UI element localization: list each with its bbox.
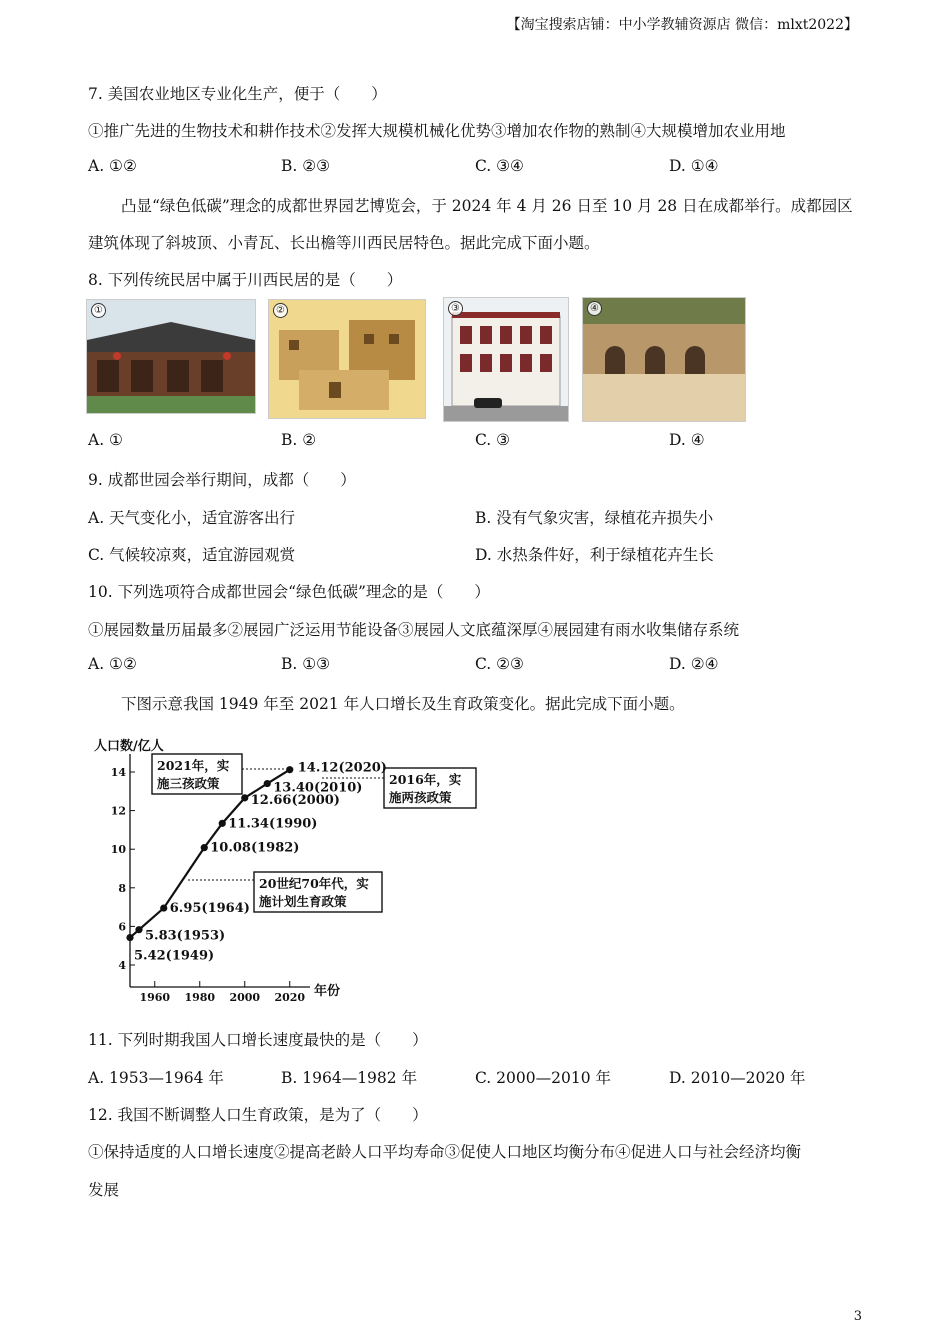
q8-option-d[interactable]: D. ④ xyxy=(669,431,705,449)
q10-option-b[interactable]: B. ①③ xyxy=(281,655,331,673)
q8-option-b[interactable]: B. ② xyxy=(281,431,317,449)
q7-option-d[interactable]: D. ①④ xyxy=(669,157,719,175)
annotation-text: 施三孩政策 xyxy=(157,776,220,791)
y-tick-label: 6 xyxy=(118,920,126,934)
q10-option-a[interactable]: A. ①② xyxy=(88,655,137,673)
y-tick-label: 8 xyxy=(118,881,126,895)
data-point xyxy=(135,926,142,933)
q7-option-c[interactable]: C. ③④ xyxy=(475,157,524,175)
q9-option-a[interactable]: A. 天气变化小，适宜游客出行 xyxy=(88,509,296,527)
data-label: 6.95(1964) xyxy=(169,901,250,917)
q9-option-b[interactable]: B. 没有气象灾害，绿植花卉损失小 xyxy=(475,509,714,527)
y-axis-label: 人口数/亿人 xyxy=(94,739,164,754)
q9-stem: 9. 成都世园会举行期间，成都（ ） xyxy=(88,471,356,489)
data-point xyxy=(264,780,271,787)
annotation-text: 施两孩政策 xyxy=(389,790,452,805)
arcade-building-photo-icon xyxy=(444,298,568,421)
x-tick-label: 2000 xyxy=(229,991,261,1004)
annotation-text: 20世纪70年代，实 xyxy=(259,876,369,891)
q7-option-b[interactable]: B. ②③ xyxy=(281,157,331,175)
data-label: 11.34(1990) xyxy=(228,816,318,832)
q10-items: ①展园数量历届最多②展园广泛运用节能设备③展园人文底蕴深厚④展园建有雨水收集储存系统 xyxy=(88,621,740,639)
population-growth-chart xyxy=(82,732,482,1004)
q12-items-line1: ①保持适度的人口增长速度②提高老龄人口平均寿命③促使人口地区均衡分布④促进人口与社会经济均衡 xyxy=(88,1143,802,1161)
q12-stem: 12. 我国不断调整人口生育政策，是为了（ ） xyxy=(88,1106,428,1124)
page-header-watermark: 【淘宝搜索店铺：中小学教辅资源店 微信：mlxt2022】 xyxy=(506,17,858,33)
q10-option-d[interactable]: D. ②④ xyxy=(669,655,719,673)
data-label: 10.08(1982) xyxy=(210,840,300,856)
data-point xyxy=(219,820,226,827)
data-point xyxy=(160,904,167,911)
q11-stem: 11. 下列时期我国人口增长速度最快的是（ ） xyxy=(88,1031,428,1049)
q10-stem: 10. 下列选项符合成都世园会“绿色低碳”理念的是（ ） xyxy=(88,583,490,601)
x-tick-label: 1960 xyxy=(139,991,171,1004)
q7-option-a[interactable]: A. ①② xyxy=(88,157,137,175)
photo-1-number: ① xyxy=(91,303,106,318)
wooden-courtyard-house-photo-icon xyxy=(87,300,255,413)
q11-option-a[interactable]: A. 1953—1964 年 xyxy=(88,1069,224,1087)
data-label: 5.83(1953) xyxy=(145,928,226,944)
page-number: 3 xyxy=(853,1309,862,1324)
photo-2 xyxy=(268,299,426,419)
photo-3-number: ③ xyxy=(448,301,463,316)
q12-items-line2: 发展 xyxy=(88,1181,120,1199)
data-point xyxy=(201,844,208,851)
y-tick-label: 14 xyxy=(110,766,126,779)
photo-3 xyxy=(443,297,569,422)
adobe-flat-roof-house-photo-icon xyxy=(269,300,425,418)
annotation-text: 2021年，实 xyxy=(157,758,230,773)
q8-option-a[interactable]: A. ① xyxy=(88,431,123,449)
intro1-line2: 建筑体现了斜坡顶、小青瓦、长出檐等川西民居特色。据此完成下面小题。 xyxy=(88,234,600,252)
intro2: 下图示意我国 1949 年至 2021 年人口增长及生育政策变化。据此完成下面小题。 xyxy=(121,695,685,713)
q9-option-c[interactable]: C. 气候较凉爽，适宜游园观赏 xyxy=(88,546,296,564)
chart-annotations xyxy=(152,754,476,912)
cave-dwelling-photo-icon xyxy=(583,298,745,421)
data-label: 5.42(1949) xyxy=(134,948,215,964)
photo-4-number: ④ xyxy=(587,301,602,316)
q8-stem: 8. 下列传统民居中属于川西民居的是（ ） xyxy=(88,271,403,289)
x-tick-label: 2020 xyxy=(274,991,306,1004)
q9-option-d[interactable]: D. 水热条件好，利于绿植花卉生长 xyxy=(475,546,714,564)
annotation-text: 施计划生育政策 xyxy=(259,894,347,909)
y-tick-label: 12 xyxy=(110,804,126,818)
photo-4 xyxy=(582,297,746,422)
q11-option-b[interactable]: B. 1964—1982 年 xyxy=(281,1069,418,1087)
photo-2-number: ② xyxy=(273,303,288,318)
q10-option-c[interactable]: C. ②③ xyxy=(475,655,524,673)
q7-items: ①推广先进的生物技术和耕作技术②发挥大规模机械化优势③增加农作物的熟制④大规模增加农业用地 xyxy=(88,122,786,140)
intro1-line1: 凸显“绿色低碳”理念的成都世界园艺博览会，于 2024 年 4 月 26 日至 10 月 28 日在成都举行。成都园区 xyxy=(121,197,853,215)
x-axis-label: 年份 xyxy=(314,984,341,999)
y-tick-label: 10 xyxy=(110,843,126,857)
y-tick-label: 4 xyxy=(118,959,126,972)
data-label: 13.40(2010) xyxy=(273,780,363,796)
q11-option-d[interactable]: D. 2010—2020 年 xyxy=(669,1069,806,1087)
data-label: 14.12(2020) xyxy=(297,760,387,776)
data-point xyxy=(126,934,133,941)
q8-option-c[interactable]: C. ③ xyxy=(475,431,511,449)
data-label: 12.66(2000) xyxy=(250,792,340,808)
q7-stem: 7. 美国农业地区专业化生产，便于（ ） xyxy=(88,85,387,103)
data-point xyxy=(241,794,248,801)
annotation-text: 2016年，实 xyxy=(389,772,462,787)
x-tick-label: 1980 xyxy=(184,991,216,1004)
q11-option-c[interactable]: C. 2000—2010 年 xyxy=(475,1069,611,1087)
data-point xyxy=(286,766,293,773)
photo-1 xyxy=(86,299,256,414)
